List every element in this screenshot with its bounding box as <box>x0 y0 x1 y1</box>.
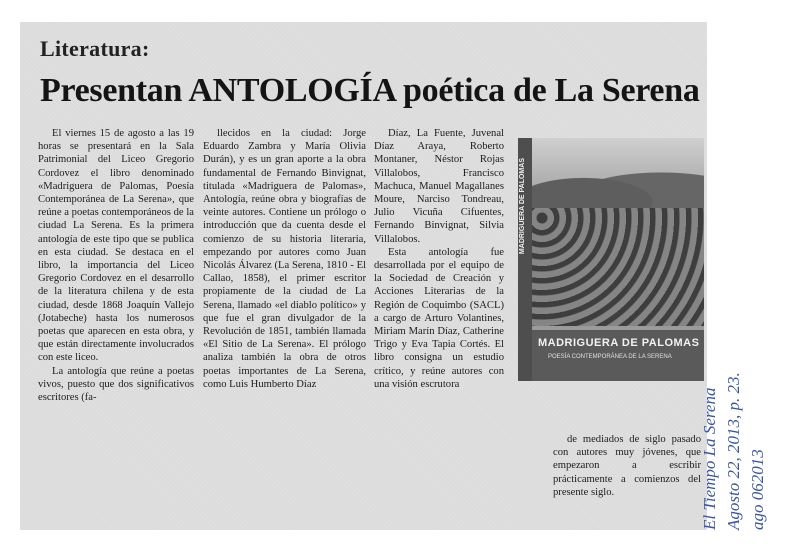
handwritten-date-note: Agosto 22, 2013, p. 23. <box>724 372 743 530</box>
paragraph: La antología que reúne a poetas vivos, puesto que dos significativos escritores (fa- <box>38 365 194 404</box>
section-label: Literatura: <box>40 36 150 61</box>
article-column-3 <box>374 127 504 507</box>
handwritten-source-note: El Tiempo La Serena <box>700 387 719 530</box>
paragraph: llecidos en la ciudad: Jorge Eduardo Zambra y María Olivia Durán), y es un gran aporte a la obra fundamental de Fernando Binvignat, titulada «Madriguera de Palomas», Antología, reúne obra y biografías de veinte autores. Contiene un prólogo o introducción que da cuenta desde el comienzo de su historia literaria, empezando por autores como Juan Nicolás Álvarez (La Serena, 1810 - El Callao, 1858), el primer escritor propiamente de la ciudad de La Serena, llamado «el diablo político» y que fue el gran divulgador de la Revolución de 1851, también llamada «El Sitio de La Serena». El prólogo analiza también la obra de otros poetas importantes de La Serena, como Luis Humberto Díaz <box>203 128 366 390</box>
paragraph: Esta antología fue desarrollada por el equipo de la Sociedad de Creación y Acciones Literarias de la Región de Coquimbo (SACL) a cargo de Arturo Volantines, Miriam Marín Díaz, Catherine Trigo y Eva Tapia Cortés. El libro consigna un estudio crítico, y reúne autores con una visión escrutora <box>374 246 504 390</box>
book-spine-title: MADRIGUERA DE PALOMAS <box>519 158 526 255</box>
book-cover-title: MADRIGUERA DE PALOMAS <box>538 337 700 349</box>
paragraph: El viernes 15 de agosto a las 19 horas se presentará en la Sala Patrimonial del Liceo Gregorio Cordovez el libro denominado «Madriguera de Palomas, Poesía Contemporánea de La Serena», que reúne a poetas contemporáneos de la ciudad La Serena. Es la primera antología de este tipo que se publica en esta ciudad. Se destaca en el libro, la importancia del Liceo Gregorio Cordovez en el desarrollo de la literatura chilena y de esta ciudad, desde 1868 Joaquín Vallejo (Jotabeche) hasta los numerosos poetas que aparecen en esta obra, y que están directamente involucrados con este liceo. <box>38 128 194 364</box>
paragraph: de mediados de siglo pasado con autores muy jóvenes, que empezaron a escribir prácticamente a comienzos del presente siglo. <box>553 434 701 498</box>
article-column-4 <box>553 433 701 503</box>
photo-group-of-people <box>532 208 704 326</box>
article-column-1 <box>38 127 194 507</box>
book-cover-photo <box>518 138 704 381</box>
paragraph: Díaz, La Fuente, Juvenal Díaz Araya, Roberto Montaner, Néstor Rojas Villalobos, Francisco Machuca, Manuel Magallanes Moure, Narciso Tondreau, Julio Vicuña Cifuentes, Fernando Binvignat, Silvia Villalobos. <box>374 128 504 245</box>
handwritten-stamp-date: ago 062013 <box>748 449 767 530</box>
article-column-2 <box>203 127 366 507</box>
book-cover-subtitle: POESÍA CONTEMPORÁNEA DE LA SERENA <box>548 354 672 360</box>
article-headline: Presentan ANTOLOGÍA poética de La Serena <box>40 72 700 109</box>
book-spine <box>518 138 532 381</box>
